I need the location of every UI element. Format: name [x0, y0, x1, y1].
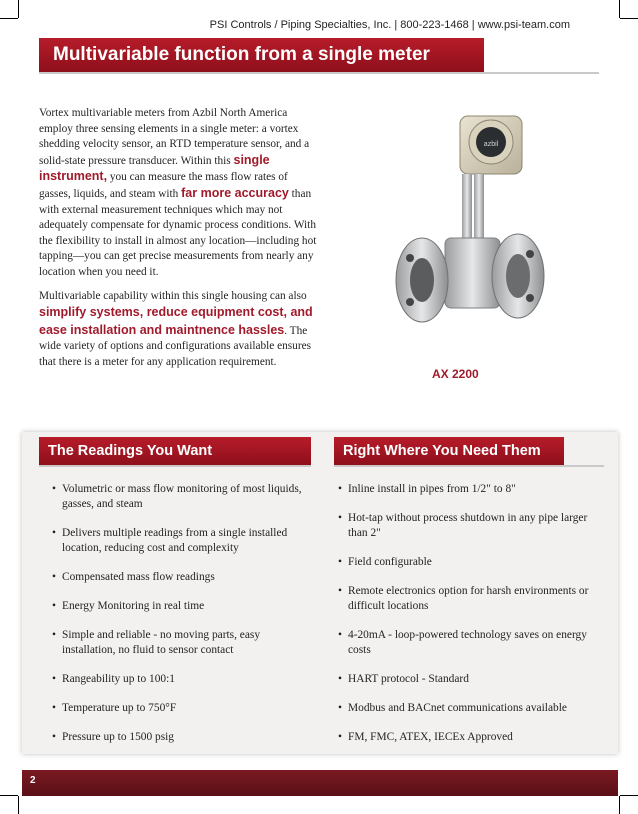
crop-mark	[18, 0, 19, 18]
page-number: 2	[30, 775, 36, 786]
list-item: • Inline install in pipes from 1/2" to 8"	[338, 482, 593, 497]
crop-mark	[619, 796, 620, 814]
title-divider	[39, 72, 599, 74]
meter-display-text: azbil	[483, 141, 499, 148]
list-item: • Compensated mass flow readings	[52, 570, 312, 585]
product-label: AX 2200	[432, 367, 479, 381]
list-item: • Modbus and BACnet communications available	[338, 701, 593, 716]
header-contact: PSI Controls / Piping Specialties, Inc. | 800-223-1468 | www.psi-team.com	[209, 19, 570, 31]
footer-bar	[22, 770, 618, 796]
crop-mark	[620, 18, 638, 19]
right-panel-heading: Right Where You Need Them	[334, 437, 564, 465]
left-feature-list	[52, 482, 312, 745]
list-item: • Volumetric or mass flow monitoring of most liquids, gasses, and steam	[52, 482, 312, 512]
list-item: • Delivers multiple readings from a single installed location, reducing cost and complexity	[52, 526, 312, 556]
highlight-simplify: simplify systems, reduce equipment cost, and ease installation and maintnence hassles	[39, 305, 313, 337]
list-item: • 4-20mA - loop-powered technology saves on energy costs	[338, 628, 593, 658]
right-feature-list	[338, 482, 593, 745]
text-run: Vortex multivariable meters from Azbil North America employ three sensing elements in a single meter: a vortex shedding velocity sensor, an RTD temperature sensor, and a solid-state pressure transducer. Within this	[39, 107, 310, 167]
list-item: • FM, FMC, ATEX, IECEx Approved	[338, 730, 593, 745]
intro-paragraph-1	[39, 106, 319, 281]
text-run: Multivariable capability within this single housing can also	[39, 289, 307, 302]
text-run: you can measure the mass flow rates of gasses, liquids, and steam with	[39, 171, 288, 200]
list-item: • HART protocol - Standard	[338, 672, 593, 687]
page-title: Multivariable function from a single meter	[39, 38, 484, 72]
list-item: • Energy Monitoring in real time	[52, 599, 312, 614]
list-item: • Temperature up to 750°F	[52, 701, 312, 716]
crop-mark	[0, 795, 18, 796]
text-run: . The wide variety of options and configurations available ensures that there is a meter for any application requirement.	[39, 324, 311, 368]
crop-mark	[620, 795, 638, 796]
list-item: • Rangeability up to 100:1	[52, 672, 312, 687]
highlight-single-instrument: single instrument,	[39, 152, 270, 184]
left-panel-divider	[39, 465, 311, 467]
right-panel-divider	[334, 465, 604, 467]
list-item: • Pressure up to 1500 psig	[52, 730, 312, 745]
intro-text	[39, 106, 319, 379]
text-run: than with external measurement techniques which may not adequately compensate for dynamic process conditions. With the flexibility to install in almost any location—including hot tapping—you can get precise measurements from nearly any location when you need it.	[39, 187, 317, 278]
left-panel-heading: The Readings You Want	[39, 437, 311, 465]
vortex-meter-image	[390, 108, 550, 358]
list-item: • Field configurable	[338, 555, 593, 570]
intro-paragraph-2	[39, 289, 319, 371]
crop-mark	[18, 796, 19, 814]
list-item: • Simple and reliable - no moving parts, easy installation, no fluid to sensor contact	[52, 628, 312, 658]
highlight-accuracy: far more accuracy	[181, 185, 289, 200]
list-item: • Hot-tap without process shutdown in any pipe larger than 2"	[338, 511, 593, 541]
list-item: • Remote electronics option for harsh environments or difficult locations	[338, 584, 593, 614]
crop-mark	[619, 0, 620, 18]
